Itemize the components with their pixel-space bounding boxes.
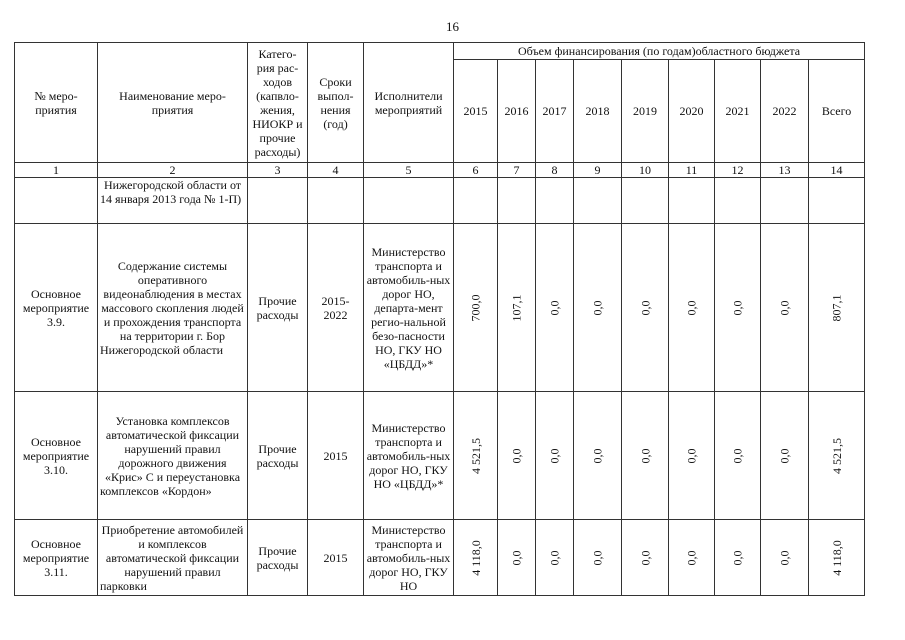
funding-value: 0,0 (684, 448, 699, 463)
funding-value: 0,0 (777, 448, 792, 463)
activity-name: Приобретение автомобилей и комплексов автоматической фиксации нарушений правил парковки (98, 520, 248, 596)
header-year: 2022 (761, 60, 809, 163)
header-year: 2016 (498, 60, 536, 163)
column-number: 14 (809, 163, 865, 178)
header-total: Всего (809, 60, 865, 163)
header-year: 2021 (715, 60, 761, 163)
funding-value: 0,0 (547, 448, 562, 463)
funding-value: 0,0 (638, 550, 652, 565)
continuation-text: Нижегородской области от 14 января 2013 года № 1-П) (98, 178, 248, 224)
header-num: № меро-приятия (15, 43, 98, 163)
column-number: 1 (15, 163, 98, 178)
funding-value: 107,1 (509, 294, 524, 321)
table-row (15, 224, 865, 392)
page-number: 16 (446, 19, 459, 34)
funding-value: 0,0 (590, 550, 605, 565)
funding-value: 0,0 (638, 300, 652, 315)
funding-value: 4 118,0 (468, 539, 483, 576)
column-number: 7 (498, 163, 536, 178)
funding-value: 0,0 (684, 550, 699, 565)
activity-number: Основное мероприятие 3.10. (15, 392, 98, 520)
header-year: 2019 (622, 60, 669, 163)
continuation-row (15, 178, 865, 224)
funding-value: 0,0 (638, 448, 652, 463)
funding-value: 0,0 (547, 550, 562, 565)
activity-executors: Министерство транспорта и автомобиль-ных дорог НО, департа-мент регио-нальной безо-пасности НО, ГКУ НО «ЦБДД»* (364, 224, 454, 392)
funding-value: 0,0 (590, 300, 605, 315)
activity-category: Прочие расходы (248, 520, 308, 596)
funding-total: 4 521,5 (829, 437, 844, 474)
table-row (15, 520, 865, 596)
activity-executors: Министерство транспорта и автомобиль-ных дорог НО, ГКУ НО «ЦБДД»* (364, 392, 454, 520)
header-name: Наименование меро-приятия (98, 43, 248, 163)
funding-value: 0,0 (590, 448, 605, 463)
funding-value: 0,0 (730, 300, 745, 315)
funding-value: 0,0 (777, 300, 792, 315)
activity-number: Основное мероприятие 3.9. (15, 224, 98, 392)
activity-period: 2015 (308, 392, 364, 520)
column-number: 13 (761, 163, 809, 178)
funding-value: 0,0 (509, 448, 524, 463)
activity-period: 2015 (308, 520, 364, 596)
activity-category: Прочие расходы (248, 392, 308, 520)
column-number: 6 (454, 163, 498, 178)
funding-value: 0,0 (684, 300, 699, 315)
column-number-row (15, 163, 865, 178)
column-number: 11 (669, 163, 715, 178)
funding-total: 4 118,0 (829, 539, 844, 576)
activity-name: Установка комплексов автоматической фиксации нарушений правил дорожного движения «Крис» С и переустановка комплексов «Кордон» (98, 392, 248, 520)
header-funding-group: Объем финансирования (по годам)областного бюджета (454, 43, 865, 60)
column-number: 2 (98, 163, 248, 178)
activity-number: Основное мероприятие 3.11. (15, 520, 98, 596)
funding-value: 4 521,5 (468, 437, 483, 474)
table-row (15, 392, 865, 520)
column-number: 10 (622, 163, 669, 178)
activity-category: Прочие расходы (248, 224, 308, 392)
header-category: Катего-рия рас-ходов (капвло-жения, НИОКР и прочие расходы) (248, 43, 308, 163)
header-year: 2018 (574, 60, 622, 163)
funding-value: 700,0 (468, 294, 483, 321)
funding-table (14, 42, 865, 596)
column-number: 3 (248, 163, 308, 178)
funding-value: 0,0 (509, 550, 524, 565)
funding-value: 0,0 (730, 448, 745, 463)
funding-value: 0,0 (777, 550, 792, 565)
header-year: 2020 (669, 60, 715, 163)
header-period: Сроки выпол-нения (год) (308, 43, 364, 163)
header-year: 2015 (454, 60, 498, 163)
activity-period: 2015-2022 (308, 224, 364, 392)
column-number: 8 (536, 163, 574, 178)
column-number: 4 (308, 163, 364, 178)
funding-total: 807,1 (829, 294, 844, 321)
activity-name: Содержание системы оперативного видеонаблюдения в местах массового скопления людей и прохождения транспорта на территории г. Бор Нижегородской области (98, 224, 248, 392)
column-number: 12 (715, 163, 761, 178)
funding-value: 0,0 (547, 300, 562, 315)
column-number: 9 (574, 163, 622, 178)
header-year: 2017 (536, 60, 574, 163)
activity-executors: Министерство транспорта и автомобиль-ных дорог НО, ГКУ НО (364, 520, 454, 596)
funding-value: 0,0 (730, 550, 745, 565)
header-executors: Исполнители мероприятий (364, 43, 454, 163)
column-number: 5 (364, 163, 454, 178)
